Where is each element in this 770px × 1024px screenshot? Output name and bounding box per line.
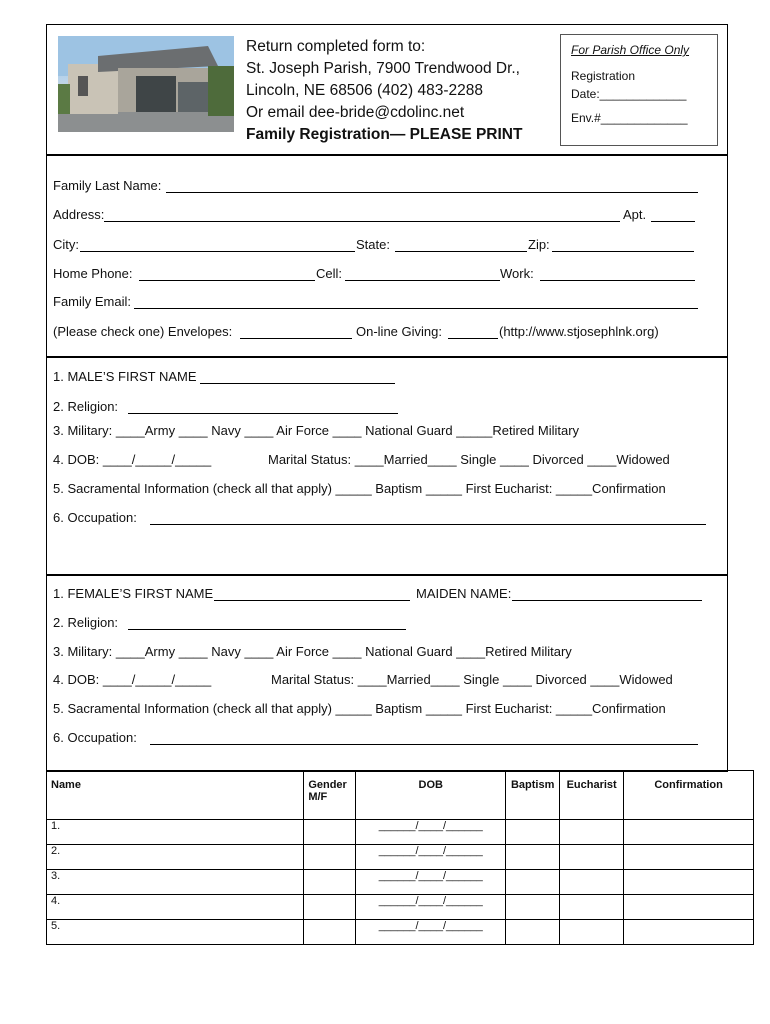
child-confirmation-cell[interactable] xyxy=(624,820,754,845)
child-dob-cell[interactable]: ______/____/______ xyxy=(356,870,506,895)
table-row xyxy=(47,870,754,895)
children-table xyxy=(46,770,754,945)
child-gender-cell[interactable] xyxy=(304,870,356,895)
male-dob[interactable]: 4. DOB: ____/_____/_____ xyxy=(53,452,212,467)
child-baptism-cell[interactable] xyxy=(506,870,560,895)
zip-field[interactable] xyxy=(552,239,694,252)
work-label: Work: xyxy=(500,266,534,281)
office-env-field[interactable]: Env.#_____________ xyxy=(571,111,688,125)
child-name-cell[interactable]: 4. xyxy=(47,895,304,920)
cell-field[interactable] xyxy=(345,268,500,281)
table-row xyxy=(47,895,754,920)
col-eucharist: Eucharist xyxy=(560,771,624,820)
address-label: Address: xyxy=(53,207,105,222)
child-confirmation-cell[interactable] xyxy=(624,870,754,895)
online-giving-field[interactable] xyxy=(448,326,498,339)
city-label: City: xyxy=(53,237,79,252)
child-baptism-cell[interactable] xyxy=(506,820,560,845)
child-confirmation-cell[interactable] xyxy=(624,920,754,945)
child-baptism-cell[interactable] xyxy=(506,920,560,945)
table-row xyxy=(47,845,754,870)
family-email-field[interactable] xyxy=(134,296,698,309)
child-eucharist-cell[interactable] xyxy=(560,870,624,895)
office-registration: Registration xyxy=(571,69,636,83)
female-military[interactable]: 3. Military: ____Army ____ Navy ____ Air Force ____ National Guard ____Retired Military xyxy=(53,644,572,659)
online-giving-label: On-line Giving: xyxy=(356,324,442,339)
maiden-name-label: MAIDEN NAME: xyxy=(416,586,512,601)
header-line-2: St. Joseph Parish, 7900 Trendwood Dr., xyxy=(246,60,520,77)
female-occupation-field[interactable] xyxy=(150,732,698,745)
header-email: Or email dee-bride@cdolinc.net xyxy=(246,104,465,121)
male-religion-label: 2. Religion: xyxy=(53,399,119,414)
header-line-1: Return completed form to: xyxy=(246,38,426,55)
male-name-field[interactable] xyxy=(200,371,395,384)
male-name-label: 1. MALE’S FIRST NAME xyxy=(53,369,197,384)
col-gender-label: Gender xyxy=(308,779,347,791)
state-field[interactable] xyxy=(395,239,527,252)
female-occupation-label: 6. Occupation: xyxy=(53,730,137,745)
male-sacramental-info[interactable]: 5. Sacramental Information (check all that apply) _____ Baptism _____ First Eucharist: _____Confirmation xyxy=(53,481,666,496)
cell-label: Cell: xyxy=(316,266,343,281)
col-baptism: Baptism xyxy=(506,771,560,820)
family-last-name-field[interactable] xyxy=(166,180,698,193)
header-line-3: Lincoln, NE 68506 (402) 483-2288 xyxy=(246,82,483,99)
child-eucharist-cell[interactable] xyxy=(560,920,624,945)
child-eucharist-cell[interactable] xyxy=(560,895,624,920)
female-marital-status[interactable]: Marital Status: ____Married____ Single ____ Divorced ____Widowed xyxy=(271,672,673,687)
table-row xyxy=(47,820,754,845)
child-name-cell[interactable]: 2. xyxy=(47,845,304,870)
child-name-cell[interactable]: 1. xyxy=(47,820,304,845)
child-dob-cell[interactable]: ______/____/______ xyxy=(356,920,506,945)
child-eucharist-cell[interactable] xyxy=(560,820,624,845)
envelopes-label: (Please check one) Envelopes: xyxy=(53,324,233,339)
envelopes-field[interactable] xyxy=(240,326,352,339)
form-title: Family Registration— PLEASE PRINT xyxy=(246,126,523,143)
zip-label: Zip: xyxy=(528,237,550,252)
children-header-row xyxy=(47,771,754,820)
female-name-label: 1. FEMALE’S FIRST NAME xyxy=(53,586,214,601)
child-gender-cell[interactable] xyxy=(304,845,356,870)
female-sacramental-info[interactable]: 5. Sacramental Information (check all that apply) _____ Baptism _____ First Eucharist: _____Confirmation xyxy=(53,701,666,716)
child-dob-cell[interactable]: ______/____/______ xyxy=(356,895,506,920)
church-building-icon xyxy=(58,36,234,132)
church-photo xyxy=(58,36,234,132)
female-religion-field[interactable] xyxy=(128,617,406,630)
table-row xyxy=(47,920,754,945)
col-confirmation: Confirmation xyxy=(624,771,754,820)
col-gender xyxy=(304,771,356,820)
address-field[interactable] xyxy=(104,209,620,222)
col-dob: DOB xyxy=(356,771,506,820)
male-marital-status[interactable]: Marital Status: ____Married____ Single ____ Divorced ____Widowed xyxy=(268,452,670,467)
child-name-cell[interactable]: 5. xyxy=(47,920,304,945)
home-phone-field[interactable] xyxy=(139,268,315,281)
state-label: State: xyxy=(356,237,390,252)
child-gender-cell[interactable] xyxy=(304,920,356,945)
col-gender-mf: M/F xyxy=(308,791,328,803)
child-eucharist-cell[interactable] xyxy=(560,845,624,870)
work-field[interactable] xyxy=(540,268,695,281)
maiden-name-field[interactable] xyxy=(512,588,702,601)
child-dob-cell[interactable]: ______/____/______ xyxy=(356,820,506,845)
col-name: Name xyxy=(47,771,304,820)
female-name-field[interactable] xyxy=(214,588,410,601)
female-religion-label: 2. Religion: xyxy=(53,615,119,630)
male-religion-field[interactable] xyxy=(128,401,398,414)
home-phone-label: Home Phone: xyxy=(53,266,133,281)
male-occupation-field[interactable] xyxy=(150,512,706,525)
family-email-label: Family Email: xyxy=(53,294,132,309)
parish-url: (http://www.stjosephlnk.org) xyxy=(499,324,659,339)
child-confirmation-cell[interactable] xyxy=(624,845,754,870)
child-confirmation-cell[interactable] xyxy=(624,895,754,920)
child-gender-cell[interactable] xyxy=(304,895,356,920)
office-use-box xyxy=(560,34,718,146)
office-title: For Parish Office Only xyxy=(571,43,690,57)
child-baptism-cell[interactable] xyxy=(506,845,560,870)
child-dob-cell[interactable]: ______/____/______ xyxy=(356,845,506,870)
apt-label: Apt. xyxy=(623,207,647,222)
child-name-cell[interactable]: 3. xyxy=(47,870,304,895)
apt-field[interactable] xyxy=(651,209,695,222)
office-date-field[interactable]: Date:_____________ xyxy=(571,87,687,101)
male-military[interactable]: 3. Military: ____Army ____ Navy ____ Air Force ____ National Guard _____Retired Military xyxy=(53,423,580,438)
female-dob[interactable]: 4. DOB: ____/_____/_____ xyxy=(53,672,212,687)
city-field[interactable] xyxy=(80,239,355,252)
male-occupation-label: 6. Occupation: xyxy=(53,510,137,525)
child-gender-cell[interactable] xyxy=(304,820,356,845)
family-last-name-label: Family Last Name: xyxy=(53,178,162,193)
child-baptism-cell[interactable] xyxy=(506,895,560,920)
